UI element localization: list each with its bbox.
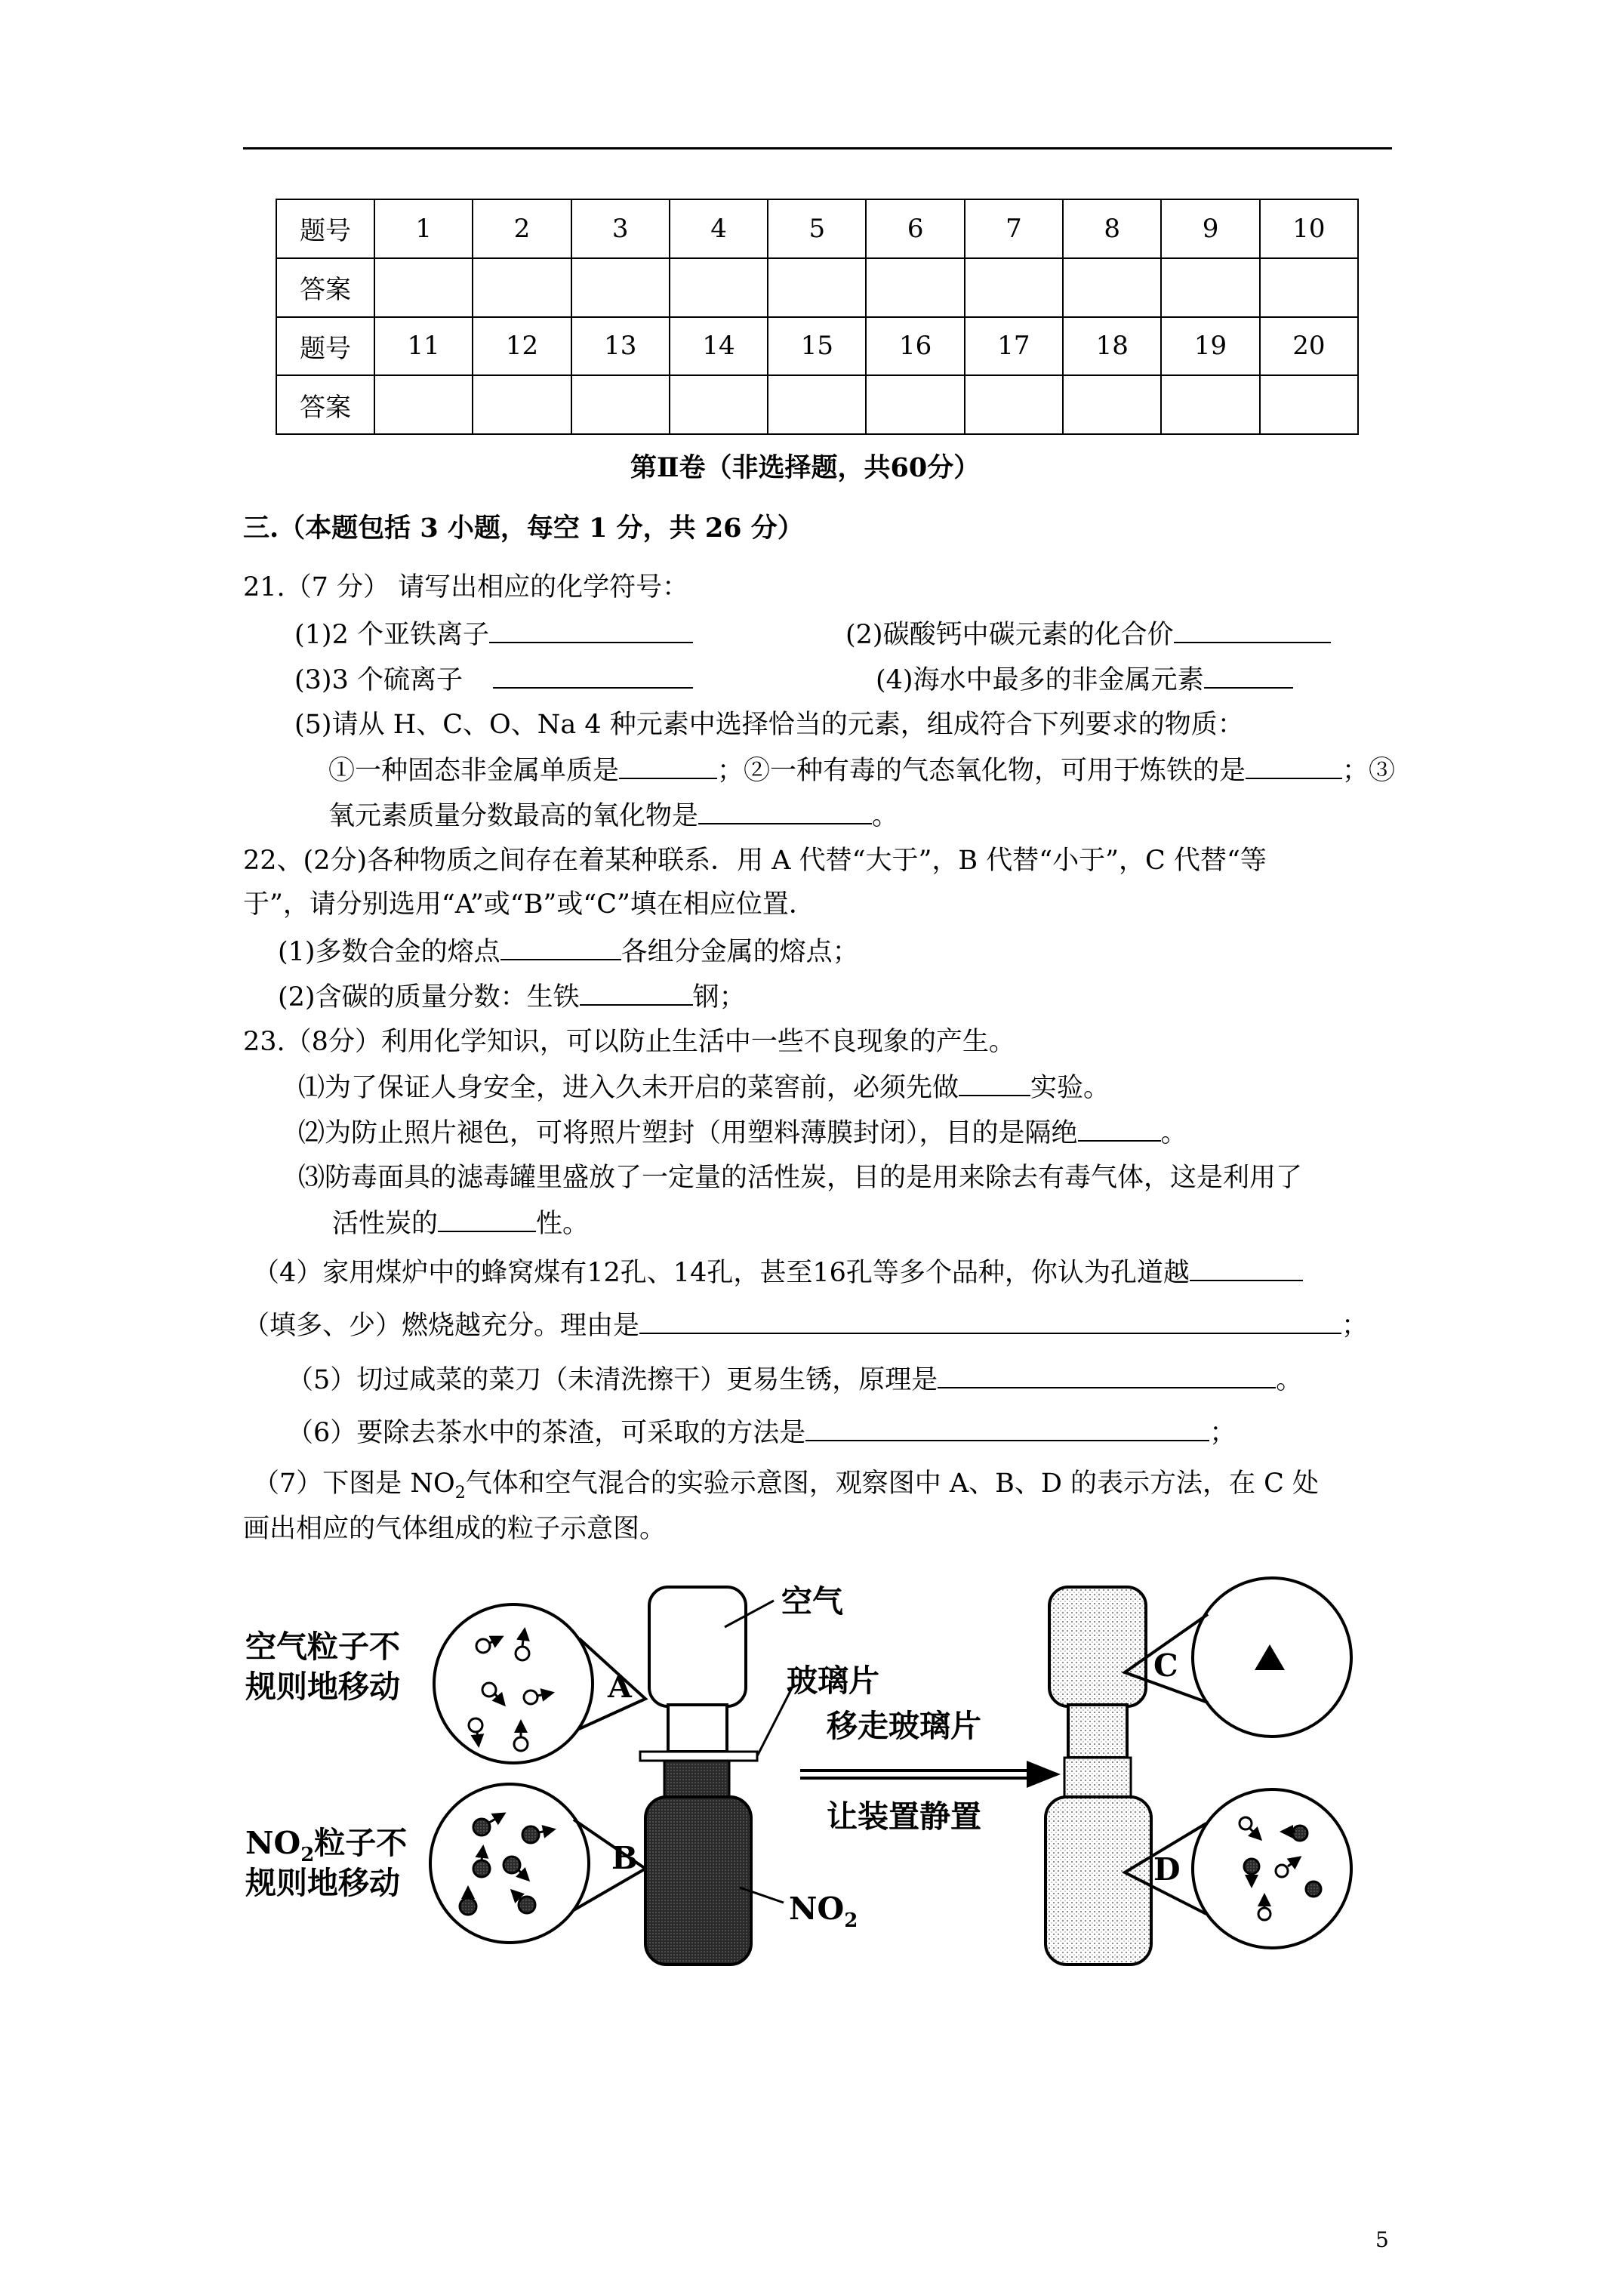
table-cell: 9 <box>1161 199 1259 258</box>
label-b: B <box>611 1840 638 1876</box>
table-cell: 4 <box>670 199 768 258</box>
arrow-label-top: 移走玻璃片 <box>827 1708 981 1744</box>
q23-p2b: 。 <box>1160 1118 1187 1148</box>
q23-p5b: 。 <box>1276 1365 1303 1395</box>
q23-p1a: ⑴为了保证人身安全，进入久未开启的菜窖前，必须先做 <box>298 1073 959 1103</box>
q23-p7a: （7）下图是 NO <box>253 1469 455 1499</box>
table-cell: 3 <box>571 199 670 258</box>
qno-label: 题号 <box>276 199 374 258</box>
page-number: 5 <box>1375 2227 1389 2252</box>
arrow-label-bottom: 让装置静置 <box>827 1798 981 1835</box>
answer-blank[interactable] <box>500 936 621 960</box>
q23-item <box>287 1417 1236 1448</box>
answer-blank[interactable] <box>493 664 693 689</box>
q21-p4: (4)海水中最多的非金属元素 <box>876 665 1204 695</box>
gas-diffusion-diagram <box>242 1570 1464 1978</box>
table-row <box>276 199 1358 258</box>
answer-cell[interactable] <box>1161 258 1259 317</box>
q23-item <box>253 1257 1303 1288</box>
qno-label: 题号 <box>276 317 374 376</box>
q22-item <box>278 936 859 967</box>
q23-p4a: （4）家用煤炉中的蜂窝煤有12孔、14孔，甚至16孔等多个品种，你认为孔道越 <box>253 1258 1190 1288</box>
answer-blank[interactable] <box>1174 619 1331 643</box>
label-c: C <box>1153 1647 1178 1684</box>
table-cell: 12 <box>473 317 571 376</box>
q22-stem-1: 22、(2分)各种物质之间存在着某种联系．用 A 代替“大于”，B 代替“小于”，C 代替“等 <box>243 846 1267 876</box>
no2-move-label-1: $NO_2$粒子不 <box>245 1825 408 1866</box>
answer-cell[interactable] <box>571 258 670 317</box>
answer-table <box>276 199 1359 435</box>
answer-blank[interactable] <box>805 1417 1209 1441</box>
q21-p5: (5)请从 H、C、O、Na 4 种元素中选择恰当的元素，组成符合下列要求的物质： <box>294 710 1244 740</box>
q23-p3b: 活性炭的 <box>332 1209 439 1239</box>
answer-blank[interactable] <box>489 619 693 643</box>
q21-p3: (3)3 个硫离子 <box>294 665 463 695</box>
table-cell: 10 <box>1260 199 1358 258</box>
answer-cell[interactable] <box>374 258 473 317</box>
table-cell: 7 <box>965 199 1063 258</box>
answer-label: 答案 <box>276 258 374 317</box>
table-row <box>276 258 1358 317</box>
q21-p5c: ；③ <box>1342 756 1396 786</box>
right-apparatus <box>1046 1587 1151 1965</box>
table-cell: 16 <box>866 317 964 376</box>
answer-cell[interactable] <box>965 375 1063 434</box>
answer-cell[interactable] <box>1063 375 1161 434</box>
q23-p6a: （6）要除去茶水中的茶渣，可采取的方法是 <box>287 1418 806 1448</box>
table-row <box>276 375 1358 434</box>
answer-cell[interactable] <box>866 258 964 317</box>
q23-p3a: ⑶防毒面具的滤毒罐里盛放了一定量的活性炭，目的是用来除去有毒气体，这是利用了 <box>298 1163 1303 1193</box>
air-move-label-2: 规则地移动 <box>245 1669 400 1705</box>
zoom-circle-b <box>430 1784 645 1943</box>
answer-cell[interactable] <box>768 375 866 434</box>
q22-stem-2: 于”，请分别选用“A”或“B”或“C”填在相应位置． <box>243 889 815 920</box>
q23-p7-subscript: 2 <box>454 1484 466 1502</box>
answer-cell[interactable] <box>473 258 571 317</box>
table-cell: 19 <box>1161 317 1259 376</box>
table-cell: 5 <box>768 199 866 258</box>
answer-cell[interactable] <box>866 375 964 434</box>
q21-p5e: 。 <box>872 801 899 831</box>
q23-item <box>243 1310 1368 1341</box>
zoom-circle-c <box>1125 1578 1351 1737</box>
table-cell: 18 <box>1063 317 1161 376</box>
q23-p4b: （填多、少）燃烧越充分。理由是 <box>243 1311 640 1341</box>
header-rule <box>243 147 1392 149</box>
answer-blank[interactable] <box>959 1072 1030 1096</box>
q21-item <box>328 800 898 831</box>
answer-cell[interactable] <box>1260 258 1358 317</box>
answer-cell[interactable] <box>768 258 866 317</box>
answer-blank[interactable] <box>1204 664 1293 689</box>
answer-cell[interactable] <box>571 375 670 434</box>
section3-title: 三.（本题包括 3 小题，每空 1 分，共 26 分） <box>243 513 804 544</box>
zoom-circle-a <box>434 1604 645 1763</box>
q23-item <box>253 1469 1319 1509</box>
q22-p2a: (2)含碳的质量分数：生铁 <box>278 982 580 1012</box>
table-cell: 11 <box>374 317 473 376</box>
q21-item <box>294 619 693 650</box>
table-cell: 6 <box>866 199 964 258</box>
q22-p2b: 钢； <box>692 982 746 1012</box>
q23-p3c: 性。 <box>536 1209 590 1239</box>
q21-p5a: ①一种固态非金属单质是 <box>328 756 620 786</box>
label-glass: 玻璃片 <box>787 1663 879 1699</box>
answer-cell[interactable] <box>670 258 768 317</box>
q23-p2a: ⑵为防止照片褪色，可将照片塑封（用塑料薄膜封闭），目的是隔绝 <box>298 1118 1078 1148</box>
answer-cell[interactable] <box>670 375 768 434</box>
answer-cell[interactable] <box>965 258 1063 317</box>
answer-blank[interactable] <box>698 800 872 824</box>
process-arrow <box>800 1761 1061 1788</box>
answer-cell[interactable] <box>374 375 473 434</box>
answer-cell[interactable] <box>473 375 571 434</box>
label-a: A <box>608 1669 632 1705</box>
label-no2: $NO_2$ <box>789 1891 858 1932</box>
answer-blank[interactable] <box>1190 1257 1303 1281</box>
answer-blank[interactable] <box>938 1364 1276 1388</box>
q21-item <box>294 664 693 695</box>
label-air: 空气 <box>781 1583 843 1620</box>
q21-stem: 21.（7 分） 请写出相应的化学符号： <box>243 572 689 603</box>
q21-item <box>845 619 1331 650</box>
answer-cell[interactable] <box>1063 258 1161 317</box>
q23-item <box>332 1208 589 1239</box>
answer-blank[interactable] <box>1246 755 1342 779</box>
no2-move-label-2: 规则地移动 <box>245 1865 400 1901</box>
q21-p5d: 氧元素质量分数最高的氧化物是 <box>328 801 699 831</box>
table-cell: 2 <box>473 199 571 258</box>
q21-item <box>328 755 1395 786</box>
q23-stem: 23.（8分）利用化学知识，可以防止生活中一些不良现象的产生。 <box>243 1027 1015 1057</box>
air-move-label-1: 空气粒子不 <box>245 1629 400 1665</box>
q22-item <box>278 982 746 1012</box>
q23-p7b: 气体和空气混合的实验示意图，观察图中 A、B、D 的表示方法，在 C 处 <box>465 1469 1320 1499</box>
answer-blank[interactable] <box>1078 1117 1161 1142</box>
table-cell: 17 <box>965 317 1063 376</box>
answer-label: 答案 <box>276 375 374 434</box>
q23-p4c: ； <box>1341 1311 1369 1341</box>
label-d: D <box>1153 1851 1181 1888</box>
q23-p5a: （5）切过咸菜的菜刀（未清洗擦干）更易生锈，原理是 <box>287 1365 938 1395</box>
q23-p1b: 实验。 <box>1030 1073 1110 1103</box>
table-cell: 8 <box>1063 199 1161 258</box>
answer-cell[interactable] <box>1161 375 1259 434</box>
q23-item <box>298 1117 1187 1148</box>
q21-p5b: ；②一种有毒的气态氧化物，可用于炼铁的是 <box>717 756 1246 786</box>
answer-blank[interactable] <box>619 755 717 779</box>
q23-p7c: 画出相应的气体组成的粒子示意图。 <box>243 1514 667 1544</box>
answer-blank[interactable] <box>580 982 693 1006</box>
table-cell: 20 <box>1260 317 1358 376</box>
answer-blank[interactable] <box>639 1310 1341 1334</box>
answer-cell[interactable] <box>1260 375 1358 434</box>
table-row <box>276 317 1358 376</box>
answer-blank[interactable] <box>438 1208 536 1232</box>
part2-title: 第Ⅱ卷（非选择题，共60分） <box>630 452 981 483</box>
table-cell: 14 <box>670 317 768 376</box>
q21-p2: (2)碳酸钙中碳元素的化合价 <box>845 620 1174 650</box>
table-cell: 13 <box>571 317 670 376</box>
zoom-circle-d <box>1125 1789 1351 1948</box>
q23-item <box>298 1072 1110 1103</box>
q21-p1: (1)2 个亚铁离子 <box>294 620 489 650</box>
q21-item <box>876 664 1293 695</box>
q23-item <box>287 1364 1302 1395</box>
table-cell: 15 <box>768 317 866 376</box>
table-cell: 1 <box>374 199 473 258</box>
left-apparatus <box>640 1587 794 1965</box>
q22-p1a: (1)多数合金的熔点 <box>278 937 500 967</box>
q23-p6b: ； <box>1209 1418 1236 1448</box>
q22-p1b: 各组分金属的熔点； <box>621 937 859 967</box>
